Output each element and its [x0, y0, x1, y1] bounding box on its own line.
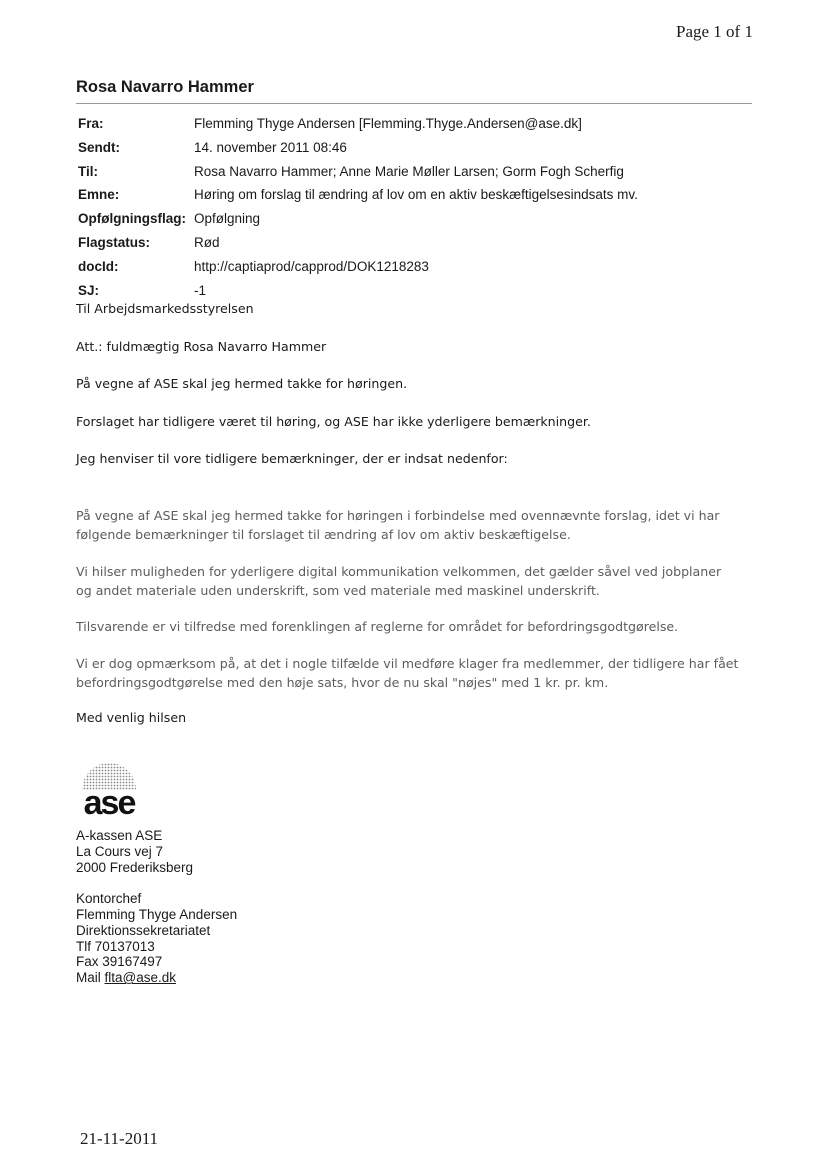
header-value: Flemming Thyge Andersen [Flemming.Thyge.Andersen@ase.dk] — [194, 116, 582, 131]
header-value: Høring om forslag til ændring af lov om en aktiv beskæftigelsesindsats mv. — [194, 187, 638, 203]
header-value: http://captiaprod/capprod/DOK1218283 — [194, 258, 429, 274]
signature-name: Flemming Thyge Andersen — [76, 906, 238, 922]
header-value: Rød — [194, 234, 220, 250]
quoted-line: og andet materiale uden underskrift, som ved materiale med maskinel underskrift. — [76, 583, 600, 598]
body-paragraph: Forslaget har tidligere været til høring, og ASE har ikke yderligere bemærkninger. — [76, 414, 591, 429]
mail-link[interactable]: flta@ase.dk — [104, 970, 177, 986]
header-value: 14. november 2011 08:46 — [194, 139, 347, 155]
signature-org: A-kassen ASE — [76, 828, 163, 843]
header-value: -1 — [194, 282, 207, 298]
signature-spacer — [76, 875, 237, 891]
signature-mail-line — [76, 970, 237, 986]
quoted-paragraph — [76, 506, 719, 544]
quoted-paragraph — [76, 654, 739, 692]
logo-wordmark: ase — [83, 784, 135, 822]
closing: Med venlig hilsen — [76, 710, 187, 725]
signature-role: Kontorchef — [76, 891, 142, 907]
header-label: Til: — [78, 163, 98, 179]
attention-line: Att.: fuldmægtig Rosa Navarro Hammer — [76, 339, 327, 354]
header-value: Rosa Navarro Hammer; Anne Marie Møller Larsen; Gorm Fogh Scherfig — [194, 163, 624, 179]
print-date: 21-11-2011 — [80, 1129, 159, 1148]
quoted-line: På vegne af ASE skal jeg hermed takke for høringen i forbindelse med ovennævnte forslag, idet vi har — [76, 508, 720, 523]
signature-department: Direktionssekretariatet — [76, 922, 211, 938]
body-paragraph: På vegne af ASE skal jeg hermed takke for høringen. — [76, 376, 408, 391]
quoted-line: Tilsvarende er vi tilfredse med forenklingen af reglerne for området for befordringsgodtgørelse. — [76, 619, 679, 634]
header-label: SJ: — [78, 282, 100, 298]
quoted-line: befordringsgodtgørelse med den høje sats, hvor de nu skal "nøjes" med 1 kr. pr. km. — [76, 675, 609, 690]
header-label: Opfølgningsflag: — [78, 211, 186, 227]
salutation-recipient: Til Arbejdsmarkedsstyrelsen — [76, 301, 254, 316]
ase-logo-icon — [74, 760, 144, 822]
signature-fax: Fax 39167497 — [76, 954, 163, 970]
header-label: Sendt: — [78, 139, 120, 155]
quoted-line: Vi hilser muligheden for yderligere digital kommunikation velkommen, det gælder såvel ved jobplaner — [76, 564, 722, 579]
signature-street: La Cours vej 7 — [76, 843, 164, 859]
header-label: Emne: — [78, 187, 120, 203]
mailbox-owner-title: Rosa Navarro Hammer — [76, 78, 254, 96]
signature-phone: Tlf 70137013 — [76, 938, 155, 954]
page-number: Page 1 of 1 — [676, 22, 753, 41]
quoted-line: følgende bemærkninger til forslaget til ændring af lov om aktiv beskæftigelse. — [76, 527, 571, 542]
header-label: Fra: — [78, 116, 104, 131]
body-paragraph: Jeg henviser til vore tidligere bemærkninger, der er indsat nedenfor: — [76, 451, 508, 466]
quoted-paragraph — [76, 562, 721, 600]
header-divider — [76, 103, 752, 104]
quoted-paragraph — [76, 617, 678, 636]
signature-city: 2000 Frederiksberg — [76, 859, 194, 875]
header-label: Flagstatus: — [78, 234, 151, 250]
header-value: Opfølgning — [194, 211, 261, 227]
signature-block — [76, 828, 237, 986]
quoted-line: Vi er dog opmærksom på, at det i nogle tilfælde vil medføre klager fra medlemmer, der tidligere har fået — [76, 656, 739, 671]
signature-mail-prefix: Mail — [76, 970, 105, 986]
header-label: docId: — [78, 258, 119, 274]
